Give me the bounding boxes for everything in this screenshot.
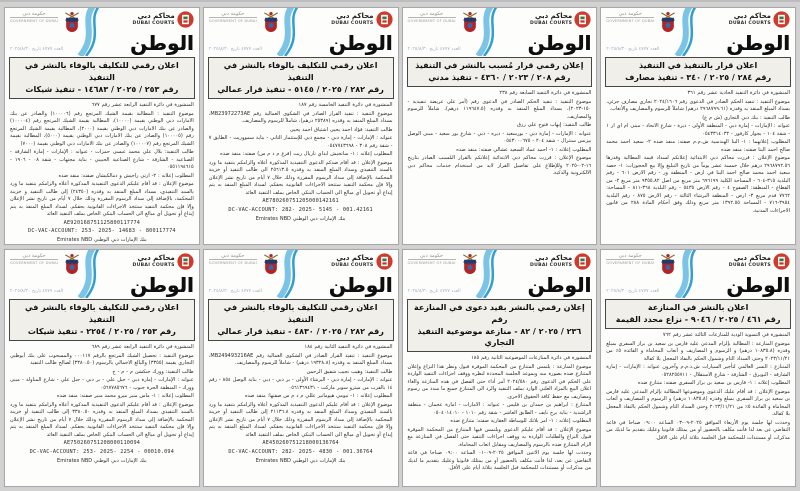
notice-paragraph: موضوع التنفيذ : المطالبة بقيمة الشيك المرتجع رقم (١٠٠٠٠٦) والصادر عن بنك الامارات دبي الوطني بقيمة (١٠٠٠٠)، المطالبة بقيمة الشيك المرتجع رقم (١٠٠٠٠٤) والصادر عن بنك الامارات دبي الوطني بقيمة (٢٠٠٠)، المطالبة بقيمة الشيك المرتجع رقم (١٠٠٠٠٥) والصادر عن بنك الامارات دبي الوطني بقيمة (٥٠٠٠)، المطالبة بقيمة الشيك المرتجع رقم (١٠٠٠٠٧) والصادر عن بنك الامارات دبي الوطني بقيمة (٧٠٠٠): [10, 110, 194, 147]
notice-paragraph: المنشورة في دائرة التنفيذ السابعة رقم ٢٣٨: [499, 90, 592, 97]
notice-header: [5, 8, 199, 55]
notice-paragraph: عنوانه : الإمارات - إمارة دبي - البرشاء الأولى - بر دبي - دبي - بناية الوصل ٨٥٤ - رقم ١٤ بالقرب من ميترو سوبر ماركت - ٠٥٦١٣٦٩٤٣١: [208, 377, 393, 391]
issue-date: العدد ٤٧٧٧ تاريخ ٢٠٢٥/٨/٣٠: [208, 47, 262, 52]
govt-logo-english: GOVERNMENT OF DUBAI: [208, 260, 257, 265]
notice-title-box: [208, 299, 394, 341]
notice-paragraph: موضوع التنفيذ : تنفيذ القرار الصادر في الشكوى العمالية رقم MB249493216AE، بسداد المبلغ المنفذ به وقدره (١٩٣٢٨.٨ درهم) - شاملاً للرسوم والمصاريف.: [208, 352, 393, 367]
iban-line: AE780260751205000142161: [262, 198, 339, 205]
issue-date: العدد ٤٧٧٧ تاريخ ٢٠٢٥/٨/٣٠: [606, 47, 660, 52]
govt-logo-english: GOVERNMENT OF DUBAI: [606, 260, 655, 265]
legal-notice: [600, 7, 796, 245]
courts-logo-arabic: محاكم دبي: [336, 254, 374, 263]
account-line: DC-VAC-ACCOUNT: 282- 2025- 4830 - 001.36764: [228, 448, 373, 455]
notice-body: [204, 344, 398, 486]
legal-notice: [402, 249, 598, 487]
notice-case-number: رقم ٢٨٤ / ٢٠٢٥ / ٣٤٠ - تنفيذ مصارف: [625, 73, 772, 82]
notice-title-box: [9, 299, 195, 341]
govt-logo-arabic: حكومة دبي: [22, 11, 46, 17]
govt-logo-english: GOVERNMENT OF DUBAI: [208, 18, 257, 23]
government-crest-icon: [62, 253, 82, 275]
notice-paragraph: موضوع الإعلان : قد أقام عليكم الدعوى التنفيذية المذكورة أعلاه والزامكم بتنفيذ ما ورد بالسند التنفيذي وسداد المبلغ المنفذ به وقدره ٢١١٣٦.٨ إلى طالب التنفيذ أو خزينة المحكمة بالإضافة إلى سداد الرسوم المقررة وذلك خلال ٧ أيام من تاريخ نشر الإعلان وإلا فإن محكمة التنفيذ ستتخذ الاجراءات القانونية بحقكم. لسداد المبلغ المنفذ به يتم إيداع أو تحويل أي مبالغ الى الحساب البنكي الخاص بملف التنفيذ العائد: [208, 401, 393, 438]
notice-paragraph: المنشورة في دائرة التنفيذ الرابعة عشر رقم ٦٨٩: [91, 344, 194, 351]
notice-paragraph: عنوانه : الإمارات - إمارة دبي - مجمع دبي للإستثمار الثاني - بناية سمووريت - الطابق ٧ - شقة رقم ٣٠٨ - ٠٥٤٧٧٤٣٦٩٨: [208, 135, 393, 149]
notice-title: اعلان بالنشر في المنازعة: [647, 303, 749, 312]
notice-paragraph: وحددت لها جلسة يوم الاثنين الموافق ٢٠٢٥-٠٩-٠١ الساعة ٠٩:٠٠ صباحا في قاعة التقاضي عن بعد، لذا فأنت مكلف بالحضور أو من يمثلك قانونيا وعليك بتقديم ما لديك من مذكرات أو مستندات للمحكمة قبل الجلسة بثلاثة أيام على الأقل.: [407, 450, 592, 472]
courts-emblem-icon: [177, 253, 194, 270]
issue-date: العدد ٤٧٧٧ تاريخ ٢٠٢٥/٨/٣٠: [407, 47, 461, 52]
newspaper-masthead: الوطن: [726, 31, 790, 55]
courts-emblem-icon: [376, 253, 393, 270]
notice-paragraph: المطلوب إعلانه : ١- فارس بن سعيد بن براز السفري صفته: متنازع ضده: [638, 380, 790, 387]
issue-date: العدد ٤٧٧٧ تاريخ ٢٠٢٥/٨/٣٠: [407, 289, 461, 294]
dubai-courts-logo: [132, 253, 193, 270]
govt-logo-arabic: حكومة دبي: [221, 253, 245, 259]
account-line: DC-VAC-ACCOUNT: 253- 2025- 14683 - 800117774: [28, 228, 176, 235]
notice-header: [601, 8, 795, 55]
notice-paragraph: موضوع التنفيذ : تحصيل الشيك المرتجع بالرقم ٠٠٠١١٧ والمسحوب على بنك أبوظبي التجاري بقيمة (٣٣٥٥) والبالغ الاجمالي بالرسوم (٣٣٨٠.٥٠) لصالح طالب التنفيذ: [10, 352, 194, 367]
govt-logo-arabic: حكومة دبي: [419, 11, 444, 17]
newspaper-masthead: الوطن: [726, 273, 790, 297]
legal-notice: [4, 7, 200, 245]
legal-notice: [203, 7, 399, 245]
govt-logo-english: GOVERNMENT OF DUBAI: [10, 260, 59, 265]
courts-emblem-icon: [574, 253, 591, 270]
notice-paragraph: موضوع المنازعة : يلتمس المتنازع من المحكمة الموقرة قبول ونظر هذا النزاع وإعلان المتنازع ضده بصورة منه وبموعد الجلسة المحددة لنظره ووقف اجراءات التنفيذ الواردة على الحكم في الدعوى رقم ٢٠٢٤/٥٨٠ أمر أداء حتى الفصل في هذه المنازعة والغاء اعلان البيع بالمزاد العلني الوارد بملف التنفيذ والرد الى المتنازع جميع ما سدد من رسوم ومصاريف مع حفظ كافة الحقوق الاخرى.: [407, 363, 592, 400]
notice-paragraph: المنشورة في التسوية الودية للمنازعات الثالثة عشر رقم ٧٦٢: [662, 332, 790, 339]
govt-logo-arabic: حكومة دبي: [419, 253, 444, 259]
notice-body: [5, 102, 199, 244]
courts-emblem-icon: [773, 253, 790, 270]
notice-case-number: رقم ٢٥٣ / ٢٠٢٥ / ٢٢٥٤ - تنفيذ شيكات: [27, 327, 176, 336]
courts-logo-english: DUBAI COURTS: [331, 20, 374, 26]
notice-title: اعلان قرار بالتنفيذ في التنفيذ: [638, 61, 758, 70]
dubai-courts-logo: [331, 253, 392, 270]
government-crest-icon: [261, 11, 281, 33]
notice-paragraph: المطلوب إعلانه : ١- ساتجيش ايداي ناريال ريت (فرع م د م س) صفته: منفذ ضده: [220, 151, 393, 158]
notice-paragraph: موضوع الإعلان : قررت محاكم دبي الابتدائية إعلانكم لسداد قيمة المطالبة وقدرها ٢٩٦٨٧٩٢.٥٦ درهم خلال خمسة عشر يوماً من تاريخ التبليغ وإلا بيع الحجوزات: ١- حصة سعيد احمد محمد صالح احمد البنا في ارض - المنطقة ور - رقم الارض ٦٠١ - رقم البلدية ٣١٥-٦٠٤ - المساحة الكلية ٦٩٦١٩٩ متر مربع من اصل ٩٣٥٥.٨٢ متر مربع ٢- من القطاع - المنطقة: الصفوح ٤ - رقم الارض ٥٤٣٥ - رقم البلدية ٣٦٨-٨١١ - المساحة: ٧٧٦٢ قدم مربع ٣- ارض - المنطقة البرشاء الثالثة - رقم الارض ٨٧٥ - رقم البلدية ٣٩٥٤-٧١٦ - المساحة ١٣٩٢.٥٥ متر مربع وذلك وفق أحكام المادة ٢٨٨ من قانون الاجراءات المدنية.: [606, 155, 791, 214]
notice-paragraph: موضوع الإعلان : قد أقام عليكم الدعوى ويلتمس فيها المتنازع من المحكمة الموقرة قبول النزاع والطلبات الواردة به ووقف اجراءات التنفيذ حتى الفصل في المنازعة مع الزام المتنازع ضده بالرسوم والمصاريف ومقابل اتعاب المحاماة.: [407, 426, 592, 448]
notice-paragraph: عنوانه : الإمارات - إمارة دبي - المنطقة الأولى - ديرة - شارع الاتحاد - مبنى ام اي ار ١ - شقة ١٠٤ - بجوار كارفور - ٠٥٤٣٣١٤٠٣٢: [606, 123, 790, 137]
notice-body: [601, 90, 795, 244]
government-crest-icon: [658, 253, 678, 275]
courts-logo-arabic: محاكم دبي: [336, 12, 374, 21]
notice-paragraph: طالب التنفيذ : بنك دبي التجاري (ش م ع): [702, 114, 790, 121]
government-of-dubai-logo: [408, 253, 456, 265]
notice-title: إعلان رقمي بالنشر بقيد دعوى في المنازعة رقم: [414, 303, 585, 324]
govt-logo-english: GOVERNMENT OF DUBAI: [10, 18, 59, 23]
courts-logo-arabic: محاكم دبي: [137, 12, 175, 21]
notice-paragraph: المطلوب إعلانه : ١- تيومي هيوماتير عللي م د م س صفتها: منفذ ضده: [244, 393, 393, 400]
notice-paragraph: وحددت لها جلسة يوم الأربعاء الموافق ٢٠٢٥-٠٩-٠٣ الساعة ٠٩:٠٠ صباحا في قاعة التقاضي عن بعد لذا فأنت مكلف بالحضور أو من يمثلك قانونيا وعليك بتقديم ما لديك من مذكرات أو مستندات للمحكمة قبل الجلسة بثلاثة أيام على الاقل.: [606, 419, 791, 441]
bank-line: بنك الإمارات دبي الوطني Emirates NBD: [255, 215, 346, 222]
legal-notice: [600, 249, 796, 487]
bank-line: بنك الإمارات دبي الوطني Emirates NBD: [255, 457, 346, 464]
notice-paragraph: موضوع التنفيذ : تنفيذ الحكم الصادر في الدعوى رقم (أمر على عريضة تنفيذية - ١٥٠-٢٠٢٣)، بسداد المبلغ المنفذ به وقدره (١١٩٦٤٧.٥ درهم)، شاملاً للرسوم والمصاريف.: [407, 98, 592, 120]
government-crest-icon: [658, 11, 678, 33]
notice-paragraph: موضوع التنفيذ : تنفيذ الحكم الصادر في الدعوى رقم ٢٠٢٤/١٦٠٦ تجاري مصارف جزئي، بسداد المبلغ المنفذ به وقدره (٢٩٦٨٧٩٩.٦١ درهم) شاملاً للرسوم والمصاريف والأتعاب.: [606, 98, 790, 113]
notice-paragraph: موضوع الإعلان : قد أقام عليكم الدعوى التنفيذية المذكورة أعلاه والزامكم بتنفيذ ما ورد بالسند التنفيذي بسداد المبلغ المنفذ به وقدره ٣٣٨٠.٥٠ إلى طالب التنفيذ أو خزينة المحكمة بالإضافة إلى سداد الرسوم المقررة وذلك خلال ٧ أيام من تاريخ نشر الإعلان وإلا فإن محكمة التنفيذ ستتخذ الاجراءات القانونية بحقكم. لسداد المبلغ المنفذ به يتم إيداع أو تحويل أي مبالغ الى الحساب البنكي الخاص بملف التنفيذ العائد: [10, 401, 194, 438]
dubai-courts-logo: [729, 11, 790, 28]
notice-header: [403, 250, 597, 297]
notice-case-number: رقم ٢٨٢ / ٢٠٢٥ / ٥١٤٥ - تنفيذ قرار عمالي: [217, 85, 384, 94]
courts-logo-english: DUBAI COURTS: [132, 262, 175, 268]
courts-emblem-icon: [773, 11, 790, 28]
dubai-courts-logo: [729, 253, 790, 270]
notice-body: [601, 332, 795, 486]
issue-date: العدد ٤٧٧٧ تاريخ ٢٠٢٥/٨/٣٠: [10, 289, 64, 294]
notice-title: اعلان رقمي للتكليف بالوفاء بالنشر في التنفيذ: [223, 61, 378, 82]
issue-date: العدد ٤٧٧٧ تاريخ ٢٠٢٥/٨/٣٠: [208, 289, 262, 294]
newspaper-masthead: الوطن: [328, 31, 393, 55]
government-of-dubai-logo: [606, 11, 654, 23]
courts-logo-arabic: محاكم دبي: [733, 12, 771, 21]
notice-paragraph: عنوانه : الإمارات - إمارة دبي - جبل علي - بر دبي - جبل علي - شارع المناولة - مبنى وورك - المنطقة الحرة جنوب - ٠٥٦٧٧٨٥٦٧٦: [10, 377, 194, 391]
government-of-dubai-logo: [408, 11, 456, 23]
dubai-courts-logo: [331, 11, 392, 28]
courts-emblem-icon: [574, 11, 591, 28]
notice-paragraph: المنشورة في دائرة التنفيذ الرابعة عشر رقم ٦٧٧: [91, 102, 194, 109]
government-of-dubai-logo: [606, 253, 654, 265]
iban-line: AE450260751218000136764: [262, 440, 339, 447]
govt-logo-english: GOVERNMENT OF DUBAI: [407, 260, 456, 265]
notice-title: إعلان رقمي قرار مُسبب بالنشر في التنفيذ: [415, 61, 584, 70]
newspaper-masthead: الوطن: [130, 31, 194, 55]
bank-line: بنك الإمارات دبي الوطني Emirates NBD: [57, 237, 147, 244]
courts-logo-english: DUBAI COURTS: [728, 262, 771, 268]
notice-body: [403, 355, 597, 486]
issue-date: العدد ٤٧٧٧ تاريخ ٢٠٢٥/٨/٣٠: [10, 47, 64, 52]
courts-logo-arabic: محاكم دبي: [534, 12, 573, 21]
iban-line: AE750260751208000110094: [63, 440, 141, 447]
bank-line: بنك الإمارات دبي الوطني Emirates NBD: [57, 457, 147, 464]
notice-paragraph: موضوع الإعلان : قد أقام عليكم الدعوى التنفيذية المذكورة أعلاه والزامكم بتنفيذ ما ورد بالسند التنفيذي، بسداد المبلغ المنفذ به وقدره (٢٤٣٥٠) إلى طالب التنفيذ و خزينة المحكمة، بالإضافة إلى سداد الرسوم المقررة وذلك خلال ٧ أيام من تاريخ نشر الإعلان وإلا فإن محكمة التنفيذ ستتخذ الاجراءات القانونية بحقكم. لسداد المبلغ المنفذ به يتم إيداع أو تحويل أي مبالغ الى الحساب البنكي الخاص بملف التنفيذ العائد: [10, 181, 194, 218]
notice-paragraph: طالب التنفيذ: وورك جنكشن م - م - ح: [112, 368, 194, 375]
notice-title: اعلان رقمي للتكليف بالوفاء بالنشر في التنفيذ: [223, 303, 378, 324]
government-crest-icon: [460, 253, 480, 275]
notice-body: [403, 90, 597, 244]
newspaper-masthead: الوطن: [527, 31, 592, 55]
notice-case-number: ٢٣٦ / ٢٠٢٥ / ٨٢ - منازعة موضوعية التنفيذ التجاري: [417, 327, 582, 348]
dubai-courts-logo: [132, 11, 193, 28]
govt-logo-arabic: حكومة دبي: [618, 11, 642, 17]
government-crest-icon: [460, 11, 480, 33]
notice-header: [204, 8, 398, 55]
notice-body: [5, 344, 199, 486]
government-of-dubai-logo: [10, 11, 58, 23]
courts-logo-arabic: محاكم دبي: [733, 254, 771, 263]
govt-logo-arabic: حكومة دبي: [221, 11, 245, 17]
government-of-dubai-logo: [209, 253, 257, 265]
notice-paragraph: موضوع الإعلان : قد أقام عليك الدعوى وموضوعها المطالبة بإلزام المدعي عليه فارس بن سعيد بن براز السفري بمبلغ وقدره (١٠٨٣٥.٨ درهم) و الرسوم و المصاريف و أتعاب المحاماة و الفائدة ٥٪ من ٢٠٢٣/١١/٢١ وحتى السداد التام وشمول الحكم بالنفاذ المعجل بلا كفالة.: [606, 388, 791, 418]
notice-title-box: [9, 57, 195, 99]
account-line: DC-VAC-ACCOUNT: 282- 2025- 5145 - 001.42161: [228, 206, 373, 213]
newspaper-masthead: الوطن: [328, 273, 393, 297]
issue-date: العدد ٤٧٧٧ تاريخ ٢٠٢٥/٨/٣٠: [606, 289, 660, 294]
courts-emblem-icon: [177, 11, 194, 28]
govt-logo-arabic: حكومة دبي: [22, 253, 46, 259]
legal-notice: [203, 249, 399, 487]
notice-title: اعلان رقمي للتكليف بالوفاء بالنشر في التنفيذ: [25, 303, 179, 324]
courts-logo-arabic: محاكم دبي: [534, 254, 573, 263]
government-crest-icon: [62, 11, 82, 33]
notice-paragraph: موضوع الإعلان : قررت محاكم دبي الابتدائية إعلانكم بالقرار المُسبب الصادر بتاريخ ١٦-٠٢-٢٠٢٥ وللإطلاع على تفاصيل القرار لابد من استخدام خدمات محاكم دبي الالكترونية والذكية.: [407, 155, 592, 177]
notice-paragraph: طالب التنفيذ: وهيب نجيب شفيق الرحمن: [306, 368, 393, 375]
government-of-dubai-logo: [10, 253, 58, 265]
notice-case-number: رقم ٢٨٢ / ٢٠٢٥ / ٤٨٣٠ - تنفيذ قرار عمالي: [217, 327, 384, 336]
legal-notice: [402, 7, 598, 245]
notice-paragraph: المنشورة في دائرة التنفيذ الحادية عشر رقم ٣٦١: [687, 90, 790, 97]
government-of-dubai-logo: [209, 11, 257, 23]
notice-title-box: [208, 57, 394, 99]
government-crest-icon: [261, 253, 281, 275]
govt-logo-arabic: حكومة دبي: [618, 253, 642, 259]
notice-paragraph: المتنازع : ابراهيم بن حمدان بن فليس - عنوانه : الامارات - امارة عجمان - منطقة الراشدية - بناية برج نايف - الطابق العاشر - شقة رقم ١٠١٠ - ٠٥٠٤٠١٤٠١٠: [407, 402, 592, 416]
notice-paragraph: المطلوب إعلانه : ١- احمد عماد السعيد عشالي صفته: منفذ ضده: [456, 146, 592, 153]
notice-case-number: رقم ٢٠٨ / ٢٠٢٣ / ٤٣٦٠ - تنفيذ مدني: [428, 73, 571, 82]
courts-logo-english: DUBAI COURTS: [132, 20, 175, 26]
notice-paragraph: المطلوب إعلانهما : ١- البنا الهندسية ش.م.م صفته: منفذ ضده ٢- سعيد احمد محمد صالح احمد البنا صفته: منفذ ضده: [606, 139, 791, 153]
newspaper-masthead: الوطن: [130, 273, 194, 297]
courts-logo-english: DUBAI COURTS: [529, 262, 573, 268]
newspaper-masthead: الوطن: [527, 273, 592, 297]
govt-logo-english: GOVERNMENT OF DUBAI: [407, 18, 456, 23]
notice-paragraph: عنوانه : الإمارات - إمارة دبي - بورسعيد - ديره - دبي - شارع بور سعيد - مبنى الوصل بيزنس سنترال - شقة ٢٠٤ - ٠٥٤٣٠٠٠٦٧٥: [407, 130, 592, 145]
notice-paragraph: المنشورة في دائرة المنازعات الموضوعية الثانية رقم ١٨٥: [471, 355, 592, 362]
notice-paragraph: المطلوب إعلانه : ١- امر بلاتك للوساطة العقارية صفته: متنازع ضده: [450, 418, 592, 425]
courts-logo-english: DUBAI COURTS: [728, 20, 771, 26]
notice-header: [403, 8, 597, 55]
notice-paragraph: موضوع التنفيذ : تنفيذ القرار الصادر في الشكوى العمالية رقم MB23972273AE، بسداد المبلغ المنفذ به وقدره (٢٥٣٨٩ درهم)، شاملاً للرسوم والمصاريف.: [208, 110, 393, 125]
notice-paragraph: طالب التنفيذ: إيهاب فتوح على رزق: [517, 122, 592, 129]
notice-paragraph: المنشورة في دائرة التنفيذ الثانية رقم ١٨٤: [304, 344, 393, 351]
notice-paragraph: المطلوب إعلانه : ١- ماس منير ميرو محمد منير صفته: منفذ ضده: [57, 393, 194, 400]
courts-logo-english: DUBAI COURTS: [529, 20, 573, 26]
dubai-courts-logo: [530, 11, 591, 28]
courts-logo-english: DUBAI COURTS: [331, 262, 374, 268]
notice-paragraph: طالب التنفيذ: فؤاد احمد يحيى اشتياق احمد يحيى: [289, 126, 393, 133]
notice-title-box: [407, 299, 593, 352]
notice-case-number: رقم ٤٦١ / ٢٠٢٥ / ٩٠٤٦ - نزاع محدد القيمة: [615, 315, 781, 324]
legal-notice: [4, 249, 200, 487]
notice-header: [204, 250, 398, 297]
notice-paragraph: موضوع المنازعة : المطالبة بإلزام المدعي عليه فارس بن سعيد بن براز السفري بمبلغ وقدره (١٠٨٣٥.٨ درهم) و الرسوم و المصاريف و أتعاب المحاماة و الفائدة ٥٪ من ٢٠٢٣/١١/٢١ وحتى السداد التام وشمول الحكم بالنفاذ المعجل بلا كفالة: [606, 340, 790, 362]
courts-emblem-icon: [376, 11, 393, 28]
iban-line: AE920168751125800117774: [63, 219, 141, 226]
notice-body: [204, 102, 398, 244]
courts-logo-arabic: محاكم دبي: [137, 254, 175, 263]
dubai-courts-logo: [530, 253, 591, 270]
notice-title-box: [605, 299, 791, 329]
notice-paragraph: موضوع الإعلان : قد أقام ضدكم الدعوى التنفيذية المذكورة أعلاه والزامكم بتنفيذ ما ورد بالسند التنفيذي وسداد المبلغ المنفذ به وقدره ٢٥٦١٣.٥ الى طالب التنفيذ أو خزينة المحكمة بالإضافة إلى سداد الرسوم المقررة وذلك خلال ٧ أيام من تاريخ نشر الإعلان وإلا فإن محكمة التنفيذ ستتخذ الاجراءات القانونية بحقكم. لسداد المبلغ المنفذ به يتم إيداع أو تحويل أي مبالغ الى الحساب البنكي الخاص بملف التنفيذ العائد: [208, 159, 393, 196]
govt-logo-english: GOVERNMENT OF DUBAI: [606, 18, 655, 23]
notice-header: [601, 250, 795, 297]
notice-paragraph: المنشورة في دائرة التنفيذ الخامسة رقم ١٨٧: [298, 102, 393, 109]
notice-title-box: [605, 57, 791, 87]
account-line: DC-VAC-ACCOUNT: 253- 2025- 2254 - 00010.094: [29, 448, 175, 455]
notice-case-number: رقم ٢٥٣ / ٢٠٢٥ / ١٤٦٨٣ - تنفيذ شيكات: [25, 85, 179, 94]
notice-paragraph: المطلوب إعلانه : ٢- ارتي راجيش و دمالكيشان صفته: منفذ ضده: [58, 172, 194, 179]
notice-paragraph: طالب التنفيذ: بلال علي محمد عيسى حمزات - عنوانه : الإمارات - إمارة الشارقة - الصناعية - الشارقة - شارع الصناعية الحبيبي - بناية مجتهاب - شقة ٠٨ - ١٩٠٦ - ٠٥٥١١٩٤٦١٥: [10, 149, 194, 171]
notice-title-box: [407, 57, 593, 87]
notice-title: اعلان رقمي للتكليف بالوفاء بالنشر في التنفيذ: [25, 61, 179, 82]
notice-header: [5, 250, 199, 297]
notice-paragraph: المتنازع : النسر العالمي لتأجير السيارات ش.ذ.م.م وآخرون عنوانه : الإمارات - إمارة الشارقة - البويرق - الشارقة - شارع الاستقلال - ٠٥٢٨٢٥٥٧١١: [606, 364, 790, 378]
